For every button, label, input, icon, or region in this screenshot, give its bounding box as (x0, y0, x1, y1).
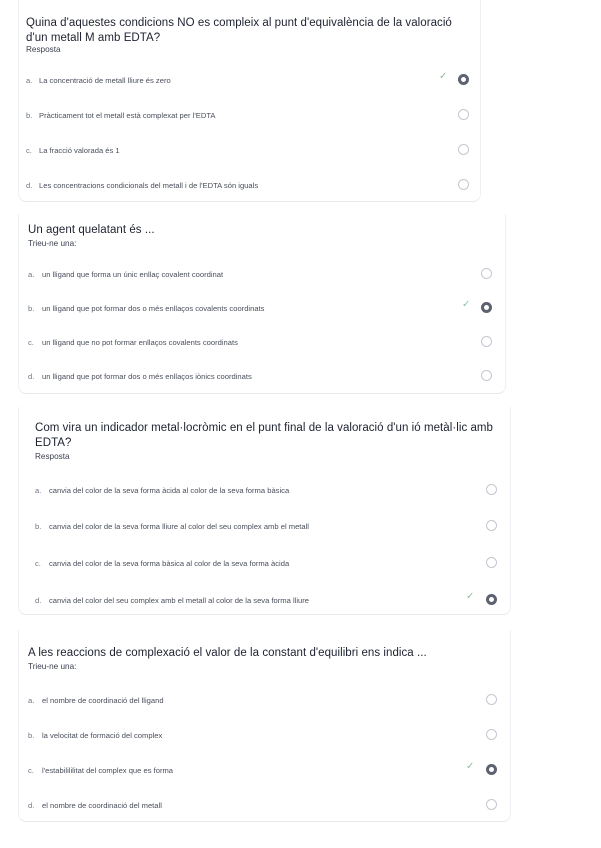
question-subtitle: Trieu-ne una: (28, 662, 77, 671)
option-text: la velocitat de formació del complex (42, 731, 163, 740)
option-letter: a. (26, 76, 33, 85)
radio-button[interactable] (486, 694, 497, 705)
option-text: el nombre de coordinació del metall (42, 801, 162, 810)
option-letter: d. (28, 372, 35, 381)
answer-option-c[interactable] (19, 550, 510, 578)
radio-button[interactable] (458, 74, 469, 85)
radio-button[interactable] (481, 268, 492, 279)
check-icon: ✓ (466, 591, 475, 602)
option-text: Les concentracions condicionals del metall i de l'EDTA són iguals (39, 181, 259, 190)
option-letter: d. (28, 801, 35, 810)
option-text: canvia del color del seu complex amb el metall al color de la seva forma lliure (49, 596, 309, 605)
option-letter: c. (28, 766, 34, 775)
question-card-1 (18, 0, 481, 202)
answer-option-d[interactable] (19, 792, 510, 820)
radio-button[interactable] (486, 594, 497, 605)
answer-option-b[interactable] (19, 722, 510, 750)
radio-button[interactable] (486, 729, 497, 740)
answer-option-c[interactable] (19, 757, 510, 785)
question-subtitle: Resposta (26, 45, 61, 54)
option-letter: b. (35, 522, 42, 531)
answer-option-d[interactable] (19, 363, 505, 391)
question-subtitle: Resposta (35, 452, 70, 461)
radio-button[interactable] (486, 557, 497, 568)
question-card-3 (18, 407, 511, 615)
option-letter: c. (26, 146, 32, 155)
answer-option-b[interactable] (19, 513, 510, 541)
radio-button[interactable] (486, 484, 497, 495)
check-icon: ✓ (439, 71, 448, 82)
radio-button[interactable] (481, 370, 492, 381)
radio-button[interactable] (486, 799, 497, 810)
option-text: l'estabilililitat del complex que es forma (42, 766, 174, 775)
question-title: Quina d'aquestes condicions NO es compleix al punt d'equivalència de la valoració d'un metall M amb EDTA? (26, 17, 452, 44)
question-subtitle: Trieu-ne una: (28, 239, 77, 248)
question-title: Un agent quelatant és ... (28, 224, 155, 236)
question-title: A les reaccions de complexació el valor de la constant d'equilibri ens indica ... (28, 647, 427, 659)
option-text: un lligand que forma un únic enllaç covalent coordinat (42, 270, 224, 279)
answer-option-c[interactable] (19, 137, 480, 165)
option-letter: c. (35, 559, 41, 568)
radio-button[interactable] (486, 520, 497, 531)
radio-button[interactable] (481, 336, 492, 347)
option-letter: a. (28, 696, 35, 705)
option-text: un lligand que pot formar dos o més enllaços iònics coordinats (42, 372, 252, 381)
question-card-4 (18, 630, 511, 822)
radio-button[interactable] (481, 302, 492, 313)
option-letter: a. (35, 486, 42, 495)
option-text: el nombre de coordinació del lligand (42, 696, 164, 705)
answer-option-d[interactable] (19, 172, 480, 200)
answer-option-a[interactable] (19, 687, 510, 715)
answer-option-c[interactable] (19, 329, 505, 357)
check-icon: ✓ (466, 761, 475, 772)
radio-button[interactable] (458, 179, 469, 190)
answer-option-d[interactable] (19, 587, 510, 615)
option-text: canvia del color de la seva forma lliure al color del seu complex amb el metall (49, 522, 309, 531)
radio-button[interactable] (458, 144, 469, 155)
option-text: La fracció valorada és 1 (39, 146, 120, 155)
answer-option-b[interactable] (19, 102, 480, 130)
option-letter: d. (26, 181, 33, 190)
option-letter: b. (26, 111, 33, 120)
option-letter: b. (28, 731, 35, 740)
option-letter: c. (28, 338, 34, 347)
question-title: Com vira un indicador metal·locròmic en el punt final de la valoració d'un ió metàl·lic amb EDTA? (35, 422, 494, 449)
option-text: Pràcticament tot el metall està complexat per l'EDTA (39, 111, 216, 120)
option-letter: d. (35, 596, 42, 605)
check-icon: ✓ (462, 299, 471, 310)
answer-option-a[interactable] (19, 67, 480, 95)
question-card-2 (18, 214, 506, 394)
option-text: un lligand que pot formar dos o més enllaços covalents coordinats (42, 304, 265, 313)
option-letter: a. (28, 270, 35, 279)
answer-option-a[interactable] (19, 477, 510, 505)
option-text: canvia del color de la seva forma bàsica al color de la seva forma àcida (49, 559, 290, 568)
option-letter: b. (28, 304, 35, 313)
option-text: un lligand que no pot formar enllaços covalents coordinats (42, 338, 238, 347)
option-text: La concentració de metall lliure és zero (39, 76, 171, 85)
answer-option-b[interactable] (19, 295, 505, 323)
radio-button[interactable] (458, 109, 469, 120)
option-text: canvia del color de la seva forma àcida al color de la seva forma bàsica (49, 486, 290, 495)
radio-button[interactable] (486, 764, 497, 775)
answer-option-a[interactable] (19, 261, 505, 289)
